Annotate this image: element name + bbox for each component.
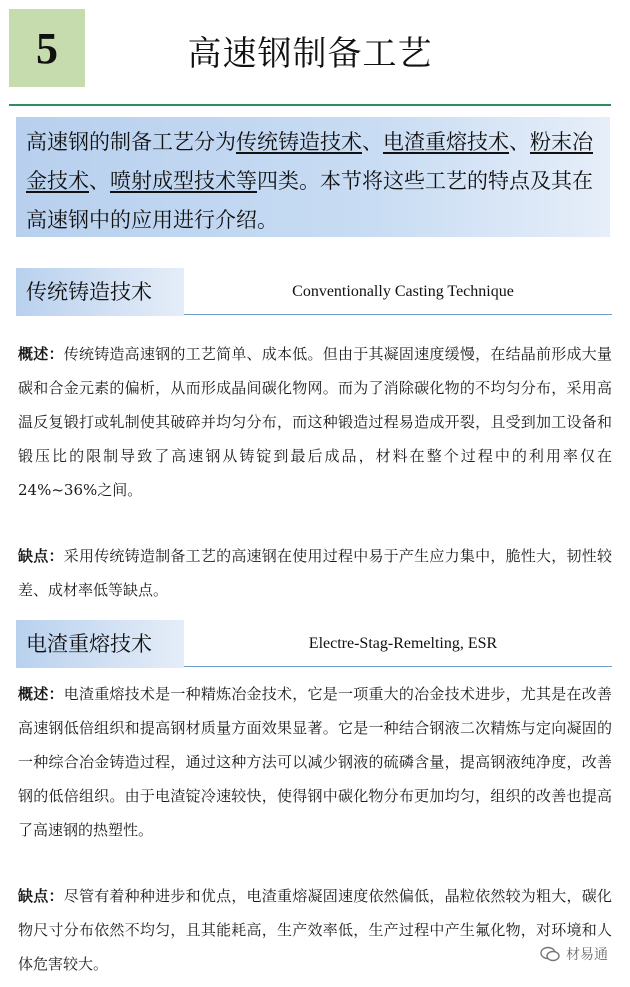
overview-label: 概述： — [18, 345, 64, 363]
section-header-casting — [16, 268, 612, 316]
watermark — [540, 944, 608, 964]
intro-tail: 四类。本节将这些工艺的特点及其在高速钢中的应用进行介绍。 — [26, 169, 593, 232]
section-header-esr — [16, 620, 612, 668]
section-english-title: Conventionally Casting Technique — [292, 283, 514, 300]
intro-text — [16, 123, 610, 240]
defect-text: 采用传统铸造制备工艺的高速钢在使用过程中易于产生应力集中，脆性大，韧性较差、成材率低等缺点。 — [18, 547, 612, 599]
section-divider — [184, 314, 612, 315]
intro-lead: 高速钢的制备工艺分为 — [26, 130, 236, 154]
section-number: 5 — [36, 23, 58, 73]
section-title: 传统铸造技术 — [26, 280, 152, 304]
sep-2: 、 — [509, 130, 530, 154]
link-spray: 喷射成型技术等 — [110, 169, 257, 193]
defect-esr — [18, 879, 612, 981]
link-casting: 传统铸造技术 — [236, 130, 362, 154]
watermark-text: 材易通 — [566, 947, 608, 963]
title-divider — [9, 104, 611, 106]
overview-text: 电渣重熔技术是一种精炼冶金技术，它是一项重大的冶金技术进步，尤其是在改善高速钢低倍组织和提高钢材质量方面效果显著。它是一种结合钢液二次精炼与定向凝固的一种综合冶金铸造过程，通过这种方法可以减少钢液的硫磷含量，提高钢液纯净度，改善钢的低倍组织。由于电渣锭冷速较快，使得钢中碳化物分布更加均匀，组织的改善也提高了高速钢的热塑性。 — [18, 685, 612, 839]
defect-text: 尽管有着种种进步和优点，电渣重熔凝固速度依然偏低，晶粒依然较为粗大，碳化物尺寸分布依然不均匀，且其能耗高，生产效率低，生产过程中产生氟化物，对环境和人体危害较大。 — [18, 887, 612, 973]
page-title: 高速钢制备工艺 — [187, 34, 433, 74]
overview-casting — [18, 337, 612, 507]
section-english-title: Electre-Stag-Remelting, ESR — [308, 635, 498, 652]
overview-text: 传统铸造高速钢的工艺简单、成本低。但由于其凝固速度缓慢，在结晶前形成大量碳和合金元素的偏析，从而形成晶间碳化物网。而为了消除碳化物的不均匀分布，采用高温反复锻打或轧制使其破碎并均匀分布，而这种锻造过程易造成开裂，且受到加工设备和锻压比的限制导致了高速钢从铸锭到最后成品，材料在整个过程中的利用率仅在24%~36%之间。 — [18, 345, 612, 499]
sep-1: 、 — [362, 130, 383, 154]
link-powder: 粉末冶金技术 — [26, 130, 593, 193]
section-number-box — [9, 9, 85, 87]
sep-3: 、 — [89, 169, 110, 193]
defect-casting — [18, 539, 612, 607]
wechat-icon — [540, 946, 560, 962]
section-divider — [184, 666, 612, 667]
link-esr: 电渣重熔技术 — [383, 130, 509, 154]
overview-label: 概述： — [18, 685, 64, 703]
section-title: 电渣重熔技术 — [26, 632, 152, 656]
defect-label: 缺点： — [18, 547, 64, 565]
overview-esr — [18, 677, 612, 847]
defect-label: 缺点： — [18, 887, 64, 905]
